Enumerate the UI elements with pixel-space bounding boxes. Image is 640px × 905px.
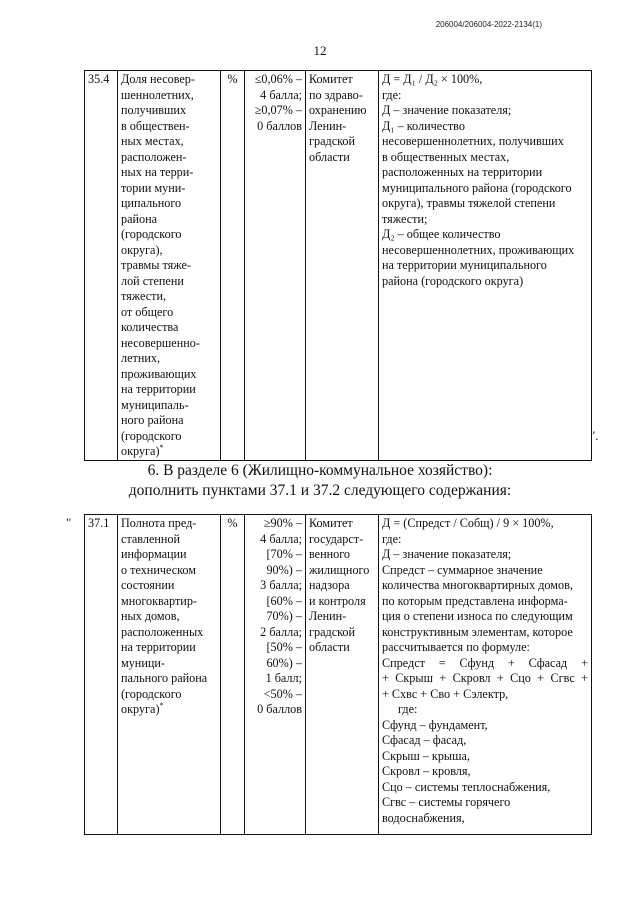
formula-token: Спредст [382,655,425,670]
table-row [85,515,592,835]
text-line: 1 балл; [265,671,302,685]
text-line: 60%) – [266,655,302,670]
text-line: на территории [121,382,196,396]
formula-token: Сгвс [550,671,575,685]
formula-lines [382,516,588,826]
indicator-name-lines [121,72,217,460]
text-line: получивших [121,103,187,117]
text-line: Д = Д₁ / Д₂ × 100%, [382,72,483,86]
criteria-cell [245,71,306,461]
text-line: конструктивным элементам, которое [382,624,573,639]
text-line: Сгвс – системы горячего [382,795,511,809]
text-line: пального района [121,671,208,685]
text-line: травмы тяже- [121,258,191,272]
formula-cell [379,71,592,461]
text-line: Доля несовер- [121,72,195,86]
formula-token: Скрыш [395,671,433,685]
formula-token: Сцо [510,671,531,685]
text-line: [70% – [266,547,302,561]
indicator-table-35-4 [84,70,592,461]
text-line: ных местах, [121,134,184,148]
text-line: ных домов, [121,609,180,623]
text-line: Д₂ – общее количество [382,227,501,241]
text-line: лой степени [121,273,184,288]
text-line: ставленной [121,531,181,546]
formula-token: + [581,655,588,670]
formula-equation-line [382,671,588,687]
responsible-lines [309,72,375,165]
text-line: муници- [121,655,165,670]
text-line: Ленин- [309,118,347,133]
text-line: по здраво- [309,87,363,102]
formula-token: + [439,671,447,685]
text-line: венного [309,547,351,561]
text-line: надзора [309,578,350,592]
text-line: в общественных местах, [382,149,510,164]
text-line: 70%) – [266,609,302,623]
text-line: Д = (Спредст / Собщ) / 9 × 100%, [382,516,554,530]
text-line: шеннолетних, [121,87,194,102]
formula-token: + [507,655,515,670]
text-line: ≥90% – [263,516,302,530]
text-line: информации [121,547,187,561]
text-line: расположен- [121,149,187,164]
indicator-name [118,71,221,461]
text-line-content: округа) [121,702,160,716]
text-line: 0 баллов [257,702,302,716]
text-line: рассчитывается по формуле: [382,640,530,654]
criteria-lines [248,72,302,134]
heading-line: 6. В разделе 6 (Жилищно-коммунальное хозяйство): [147,462,493,479]
formula-token: Сфасад [528,655,568,670]
text-line: государст- [309,531,364,546]
indicator-table-37-1 [84,514,592,835]
text-line: ного района [121,413,184,427]
text-line: Д – значение показателя; [382,547,512,561]
text-line: муниципального района (городского [382,180,572,195]
text-line: несовершенно- [121,335,200,350]
text-line: градской [309,134,356,148]
text-line: ных на терри- [121,165,194,179]
text-line: 3 балла; [260,578,302,592]
text-line: ≤0,06% – [254,72,302,86]
formula-token: + [382,671,389,685]
row-number: 37.1 [85,515,118,835]
text-line: многоквартир- [121,593,197,608]
text-line: летних, [121,351,161,365]
text-line: Скровл – кровля, [382,764,471,778]
criteria-lines [248,516,302,718]
text-line [121,702,217,718]
responsible-body [306,71,379,461]
text-line: Д₁ – количество [382,118,465,133]
text-line: области [309,640,350,654]
text-line-content: округа) [121,444,160,458]
text-line: округа), [121,242,163,257]
text-line: от общего [121,304,174,319]
text-line: ≥0,07% – [254,103,302,117]
opening-quote: " [66,515,72,530]
text-line: района [121,211,158,226]
text-line: количества [121,320,179,334]
text-line: тяжести, [121,289,167,303]
responsible-body [306,515,379,835]
text-line: расположенных [121,624,204,639]
text-line: Комитет [309,72,353,86]
text-line: района (городского округа) [382,273,524,288]
text-line: Полнота пред- [121,516,197,530]
unit-cell: % [221,515,245,835]
page-number: 12 [313,43,327,58]
closing-quote: ". [590,428,599,443]
text-line [121,444,217,460]
text-line: количества многоквартирных домов, [382,578,573,592]
text-line: проживающих [121,366,197,381]
text-line: Д – значение показателя; [382,103,512,117]
indicator-name [118,515,221,835]
text-line: жилищного [309,562,370,577]
formula-token: + [581,671,588,685]
text-line: Скрыш – крыша, [382,748,470,763]
text-line: 4 балла; [260,87,302,102]
text-line: ципального [121,196,182,210]
text-line: 90%) – [266,562,302,577]
text-line: Сцо – системы теплоснабжения, [382,779,551,794]
text-line: Спредст – суммарное значение [382,562,543,577]
text-line: по которым представлена информа- [382,593,568,608]
text-line: Сфасад – фасад, [382,733,467,747]
text-line: тории муни- [121,180,186,195]
text-line: (городского [121,428,182,443]
text-line: на территории [121,640,196,654]
formula-lines [382,72,588,289]
text-line: (городского [121,227,182,241]
text-line: где: [398,702,418,716]
formula-token: Скровл [452,671,491,685]
text-line: тяжести; [382,211,428,226]
text-line: Сфунд – фундамент, [382,717,488,732]
formula-cell [379,515,592,835]
text-line: охранению [309,103,367,117]
formula-token: + [537,671,545,685]
text-line: 4 балла; [260,531,302,546]
text-line: области [309,149,350,164]
text-line: 2 балла; [260,624,302,639]
formula-token: Сфунд [459,655,495,670]
text-line: муниципаль- [121,397,189,412]
section-heading [0,461,640,501]
text-line: + Схвс + Сво + Сэлектр, [382,686,509,701]
heading-line: дополнить пунктами 37.1 и 37.2 следующего содержания: [128,482,512,499]
text-line: <50% – [263,686,302,701]
text-line: расположенных на территории [382,165,543,179]
text-line: и контроля [309,593,366,608]
document-id: 206004/206004-2022-2134(1) [435,20,542,29]
indicator-name-lines [121,516,217,718]
text-line: на территории муниципального [382,258,547,272]
criteria-cell [245,515,306,835]
text-line: ция о степени износа по следующим [382,609,573,623]
text-line: [60% – [266,593,302,608]
text-line: состоянии [121,578,175,592]
text-line: где: [382,531,402,546]
text-line: в обществен- [121,118,190,133]
text-line: о техническом [121,562,196,577]
unit-cell: % [221,71,245,461]
footnote-mark: * [159,700,164,710]
formula-token: = [438,655,446,670]
text-line: [50% – [266,640,302,654]
text-line: водоснабжения, [382,810,465,825]
footnote-mark: * [159,442,164,452]
text-line: Комитет [309,516,353,530]
formula-equation-line [382,656,588,672]
table-row [85,71,592,461]
text-line: Ленин- [309,609,347,623]
text-line: где: [382,87,402,102]
responsible-lines [309,516,375,656]
text-line: несовершеннолетних, получивших [382,134,564,148]
text-line: (городского [121,686,182,701]
text-line: градской [309,624,356,639]
row-number: 35.4 [85,71,118,461]
text-line: несовершеннолетних, проживающих [382,242,575,257]
text-line: 0 баллов [257,118,302,133]
formula-token: + [496,671,504,685]
text-line: округа), травмы тяжелой степени [382,196,556,210]
